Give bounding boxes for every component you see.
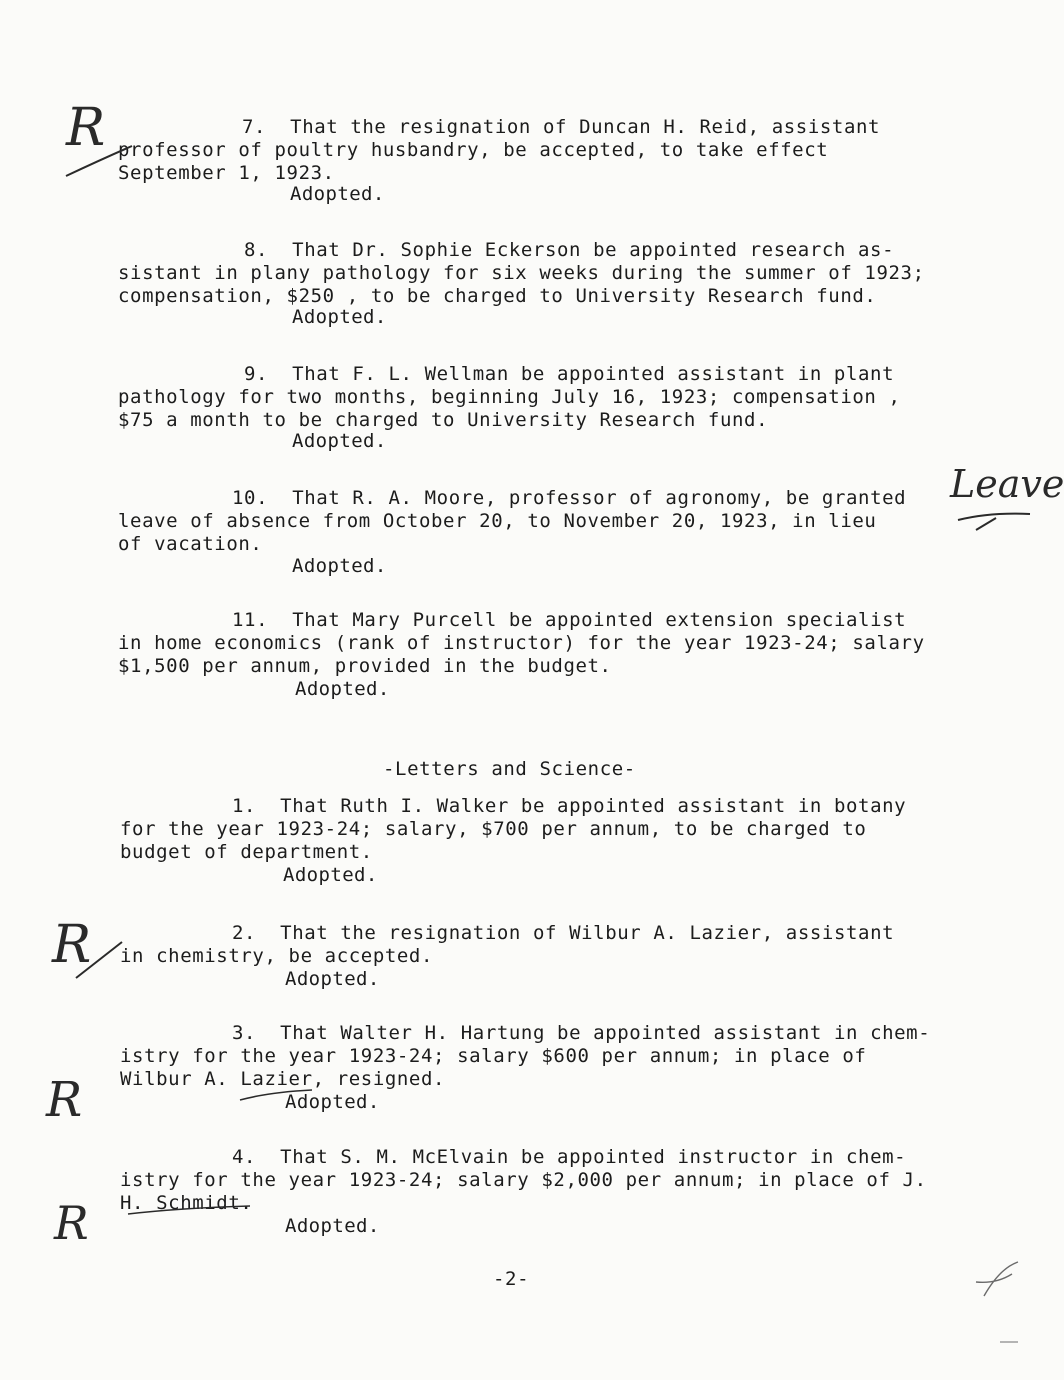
item-11-status: Adopted. <box>295 678 390 700</box>
item-10-status: Adopted. <box>292 555 387 577</box>
item-9-status: Adopted. <box>292 430 387 452</box>
item-7-line-3: September 1, 1923. <box>118 162 335 184</box>
ls-3-line-2: istry for the year 1923-24; salary $600 per annum; in place of <box>120 1045 867 1067</box>
item-10-line-2: leave of absence from October 20, to November 20, 1923, in lieu <box>118 510 877 532</box>
ls-4-line-1: 4. That S. M. McElvain be appointed instructor in chem- <box>232 1146 907 1168</box>
item-11-line-3: $1,500 per annum, provided in the budget. <box>118 655 612 677</box>
ls-1-line-1: 1. That Ruth I. Walker be appointed assistant in botany <box>232 795 907 817</box>
item-8-line-3: compensation, $250 , to be charged to University Research fund. <box>118 285 877 307</box>
margin-note-r-3: R <box>46 1072 83 1128</box>
item-8-line-1: 8. That Dr. Sophie Eckerson be appointed research as- <box>244 239 895 261</box>
item-7-status: Adopted. <box>290 183 385 205</box>
item-9-line-1: 9. That F. L. Wellman be appointed assistant in plant <box>244 363 895 385</box>
ls-1-line-3: budget of department. <box>120 841 373 863</box>
ls-3-line-3: Wilbur A. Lazier, resigned. <box>120 1068 446 1090</box>
r1-tail-stroke <box>66 146 132 176</box>
r2-slash <box>76 942 122 978</box>
margin-note-leave: Leave <box>950 462 1064 506</box>
margin-note-r-4: R <box>54 1196 89 1250</box>
ls-3-status: Adopted. <box>285 1091 380 1113</box>
schmidt-underline <box>128 1206 250 1214</box>
page-number: -2- <box>493 1268 530 1290</box>
leave-tick <box>976 518 996 530</box>
margin-note-r-1: R <box>66 98 106 158</box>
ls-2-status: Adopted. <box>285 968 380 990</box>
item-7-line-1: 7. That the resignation of Duncan H. Reid, assistant <box>242 116 881 138</box>
section-heading: -Letters and Science- <box>383 758 636 780</box>
item-8-line-2: sistant in plany pathology for six weeks during the summer of 1923; <box>118 262 925 284</box>
ls-4-status: Adopted. <box>285 1215 380 1237</box>
ls-4-line-2: istry for the year 1923-24; salary $2,000 per annum; in place of J. <box>120 1169 927 1191</box>
corner-mark <box>976 1262 1018 1296</box>
item-7-line-2: professor of poultry husbandry, be accepted, to take effect <box>118 139 829 161</box>
margin-note-r-2: R <box>52 915 92 975</box>
ls-1-line-2: for the year 1923-24; salary, $700 per annum, to be charged to <box>120 818 867 840</box>
item-9-line-3: $75 a month to be charged to University Research fund. <box>118 409 769 431</box>
item-8-status: Adopted. <box>292 306 387 328</box>
ls-3-line-1: 3. That Walter H. Hartung be appointed assistant in chem- <box>232 1022 931 1044</box>
ls-4-line-3: H. Schmidt. <box>120 1192 253 1214</box>
item-11-line-2: in home economics (rank of instructor) for the year 1923-24; salary <box>118 632 925 654</box>
ls-2-line-2: in chemistry, be accepted. <box>120 945 434 967</box>
ls-2-line-1: 2. That the resignation of Wilbur A. Lazier, assistant <box>232 922 895 944</box>
lazier-underline <box>240 1090 312 1100</box>
ls-1-status: Adopted. <box>283 864 378 886</box>
item-11-line-1: 11. That Mary Purcell be appointed extension specialist <box>232 609 907 631</box>
item-10-line-1: 10. That R. A. Moore, professor of agronomy, be granted <box>232 487 907 509</box>
item-10-line-3: of vacation. <box>118 533 263 555</box>
item-9-line-2: pathology for two months, beginning July 16, 1923; compensation , <box>118 386 901 408</box>
